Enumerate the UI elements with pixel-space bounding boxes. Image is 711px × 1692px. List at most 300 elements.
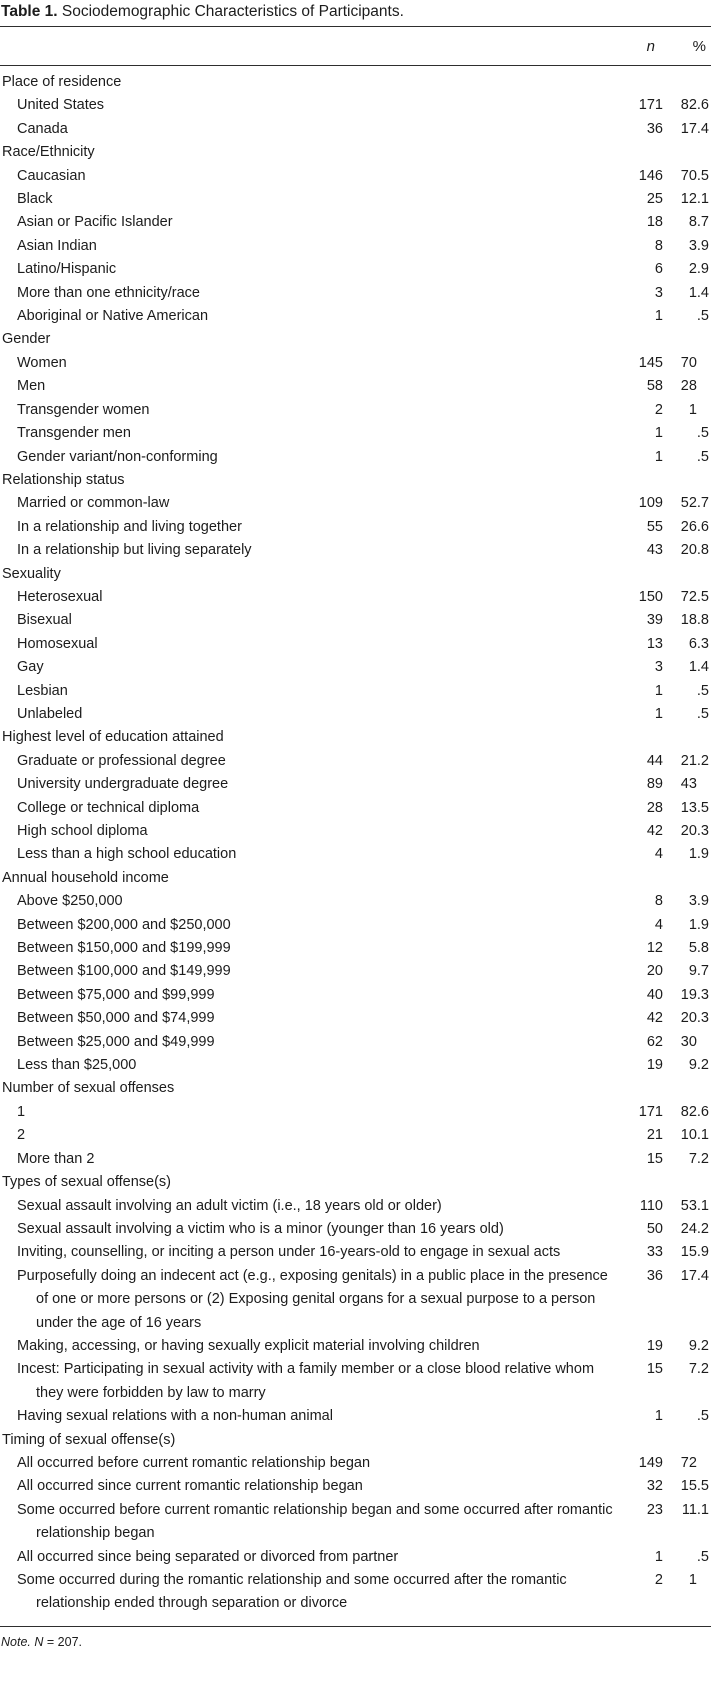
percent-number: 26.6 (680, 518, 709, 535)
section-header: Relationship status (2, 471, 125, 488)
n-value: 1 (654, 682, 663, 699)
table-row (0, 1265, 711, 1335)
n-value: 15 (646, 1361, 663, 1378)
n-value: 1 (654, 1548, 663, 1565)
table-row (0, 797, 711, 820)
row-label: More than 2 (17, 1150, 95, 1167)
row-label: Less than a high school education (17, 846, 237, 863)
table-row (0, 890, 711, 913)
percent-number: .5 (696, 448, 709, 465)
percent-number: 1 (688, 401, 697, 418)
row-label: Asian or Pacific Islander (17, 214, 173, 231)
percent-number: 2.9 (688, 261, 709, 278)
percent-number: 15.5 (680, 1478, 709, 1495)
section-header-row (0, 867, 711, 890)
percent-value (663, 539, 711, 562)
note-n-symbol: N (34, 1634, 44, 1649)
percent-value (663, 960, 711, 983)
percent-number: 15.9 (680, 1244, 709, 1261)
row-label: More than one ethnicity/race (17, 284, 200, 301)
n-value: 4 (654, 916, 663, 933)
percent-value (663, 843, 711, 866)
percent-value-empty (663, 66, 711, 95)
percent-value (663, 375, 711, 398)
percent-number: 13.5 (680, 799, 709, 816)
section-header: Gender (2, 331, 51, 348)
row-label: Transgender women (17, 401, 150, 418)
table-row (0, 375, 711, 398)
n-value: 1 (654, 1408, 663, 1425)
row-label: College or technical diploma (17, 799, 200, 816)
percent-value (663, 492, 711, 515)
n-value: 39 (646, 612, 663, 629)
table-row (0, 1499, 711, 1546)
percent-number: 17.4 (680, 120, 709, 137)
percent-value-empty (663, 1429, 711, 1452)
percent-value-empty (663, 141, 711, 164)
n-value: 55 (646, 518, 663, 535)
table-row (0, 305, 711, 328)
sociodemographic-table (0, 26, 711, 1627)
table-body (0, 66, 711, 1627)
n-value-empty (613, 141, 663, 164)
percent-number: .5 (696, 1548, 709, 1565)
row-label: Transgender men (17, 425, 131, 442)
row-label: Between $150,000 and $199,999 (17, 940, 231, 957)
percent-value (663, 1241, 711, 1264)
percent-value (663, 211, 711, 234)
row-label: Making, accessing, or having sexually explicit material involving children (17, 1337, 480, 1354)
n-value: 171 (638, 1103, 663, 1120)
n-value: 4 (654, 846, 663, 863)
row-label: Men (17, 378, 46, 395)
table-row (0, 1218, 711, 1241)
row-label: Between $50,000 and $74,999 (17, 1010, 215, 1027)
n-value: 19 (646, 1337, 663, 1354)
percent-value (663, 1265, 711, 1335)
n-value: 1 (654, 308, 663, 325)
table-row (0, 118, 711, 141)
row-label: Some occurred during the romantic relationship and some occurred after the romantic relationship ended through separation or divorce (17, 1572, 567, 1612)
row-label: Gender variant/non-conforming (17, 448, 218, 465)
n-value-empty (613, 328, 663, 351)
row-label: Heterosexual (17, 588, 103, 605)
n-value: 8 (654, 237, 663, 254)
section-header: Place of residence (2, 74, 122, 90)
row-label: Purposefully doing an indecent act (e.g., exposing genitals) in a public place in the presence of one or more persons or (2) Exposing genital organs for a sexual purpose to a person under the age of 16 years (17, 1267, 608, 1331)
table-row (0, 1546, 711, 1569)
n-value: 21 (646, 1127, 663, 1144)
row-label: Sexual assault involving a victim who is a minor (younger than 16 years old) (17, 1220, 504, 1237)
percent-number: .5 (696, 682, 709, 699)
n-value: 42 (646, 823, 663, 839)
table-row (0, 1124, 711, 1147)
n-value: 50 (646, 1220, 663, 1237)
n-value: 146 (638, 167, 663, 184)
percent-value (663, 1148, 711, 1171)
n-value: 1 (654, 448, 663, 465)
table-row (0, 1195, 711, 1218)
n-value: 32 (646, 1478, 663, 1495)
table-header (0, 27, 711, 66)
percent-value (663, 1452, 711, 1475)
percent-number: 6.3 (688, 635, 709, 652)
table-row (0, 984, 711, 1007)
row-label: Caucasian (17, 167, 86, 184)
table-row (0, 937, 711, 960)
percent-number: 1.9 (688, 916, 709, 933)
percent-value (663, 633, 711, 656)
percent-value (663, 937, 711, 960)
table-row (0, 211, 711, 234)
section-header: Types of sexual offense(s) (2, 1174, 171, 1191)
percent-value (663, 1218, 711, 1241)
row-label: Homosexual (17, 635, 98, 652)
row-label: In a relationship and living together (17, 518, 242, 535)
section-header-row (0, 1077, 711, 1100)
percent-number: 3.9 (688, 237, 709, 254)
percent-number: 1.4 (688, 284, 709, 301)
table-row (0, 843, 711, 866)
percent-value (663, 1335, 711, 1358)
percent-number: 9.2 (688, 1337, 709, 1354)
percent-value (663, 1499, 711, 1546)
percent-value (663, 399, 711, 422)
section-header-row (0, 141, 711, 164)
n-value: 18 (646, 214, 663, 231)
row-label: Less than $25,000 (17, 1057, 137, 1074)
row-label: Graduate or professional degree (17, 752, 226, 769)
percent-value (663, 797, 711, 820)
table-row (0, 680, 711, 703)
percent-number: 82.6 (680, 1103, 709, 1120)
table-row (0, 1054, 711, 1077)
percent-value (663, 656, 711, 679)
table-row (0, 960, 711, 983)
n-value: 42 (646, 1010, 663, 1027)
n-value-empty (613, 726, 663, 749)
row-label: Incest: Participating in sexual activity with a family member or a close blood relative whom they were forbidden by law to marry (17, 1361, 595, 1401)
n-value: 33 (646, 1244, 663, 1261)
row-label: Latino/Hispanic (17, 261, 117, 278)
percent-value (663, 516, 711, 539)
percent-value-empty (663, 726, 711, 749)
row-label: Sexual assault involving an adult victim (i.e., 18 years old or older) (17, 1197, 442, 1214)
row-label: United States (17, 97, 105, 114)
n-value: 58 (646, 378, 663, 395)
section-header: Number of sexual offenses (2, 1080, 175, 1097)
table-row (0, 188, 711, 211)
percent-number: 10.1 (680, 1127, 709, 1144)
n-value: 8 (654, 893, 663, 910)
table-row (0, 516, 711, 539)
section-header-row (0, 726, 711, 749)
n-value: 28 (646, 799, 663, 816)
table-row (0, 1405, 711, 1428)
section-header: Timing of sexual offense(s) (2, 1431, 176, 1448)
percent-number: 43 (680, 776, 697, 793)
percent-value-empty (663, 1171, 711, 1194)
section-header-row (0, 469, 711, 492)
table-row (0, 235, 711, 258)
n-value: 3 (654, 659, 663, 676)
table-row (0, 352, 711, 375)
percent-number: 9.7 (688, 963, 709, 980)
row-label: 2 (17, 1127, 26, 1144)
percent-number: 9.2 (688, 1057, 709, 1074)
n-value: 12 (646, 940, 663, 957)
row-label: All occurred since being separated or divorced from partner (17, 1548, 399, 1565)
percent-number: .5 (696, 425, 709, 442)
percent-value-empty (663, 469, 711, 492)
n-value: 43 (646, 542, 663, 559)
table-row (0, 1101, 711, 1124)
percent-number: 1 (688, 1572, 697, 1588)
percent-value (663, 586, 711, 609)
percent-number: 20.3 (680, 1010, 709, 1027)
n-value-empty (613, 1429, 663, 1452)
percent-value (663, 820, 711, 843)
table-row (0, 609, 711, 632)
n-value: 3 (654, 284, 663, 301)
row-label: Between $75,000 and $99,999 (17, 986, 215, 1003)
row-label: All occurred since current romantic relationship began (17, 1478, 363, 1495)
table-row (0, 703, 711, 726)
percent-value-empty (663, 563, 711, 586)
percent-value (663, 773, 711, 796)
percent-value (663, 235, 711, 258)
percent-value (663, 703, 711, 726)
n-value-empty (613, 66, 663, 95)
table-row (0, 586, 711, 609)
table-row (0, 399, 711, 422)
table-row (0, 750, 711, 773)
column-header-n: n (613, 27, 663, 66)
percent-value (663, 1405, 711, 1428)
percent-value (663, 282, 711, 305)
percent-number: 70.5 (680, 167, 709, 184)
table-row (0, 165, 711, 188)
row-label: Inviting, counselling, or inciting a person under 16-years-old to engage in sexual acts (17, 1244, 561, 1261)
row-label: Bisexual (17, 612, 72, 629)
percent-value-empty (663, 1077, 711, 1100)
row-label: Asian Indian (17, 237, 97, 254)
table-row (0, 446, 711, 469)
n-value: 62 (646, 1033, 663, 1050)
percent-value (663, 1124, 711, 1147)
percent-value (663, 188, 711, 211)
section-header: Annual household income (2, 869, 169, 886)
n-value-empty (613, 563, 663, 586)
percent-number: 17.4 (680, 1267, 709, 1284)
table-caption: Sociodemographic Characteristics of Participants. (61, 3, 404, 20)
row-label: Between $25,000 and $49,999 (17, 1033, 215, 1050)
n-value: 36 (646, 1267, 663, 1284)
percent-number: 1.4 (688, 659, 709, 676)
percent-value (663, 446, 711, 469)
percent-value (663, 305, 711, 328)
n-value: 89 (646, 776, 663, 793)
table-row (0, 1148, 711, 1171)
n-value: 15 (646, 1150, 663, 1167)
section-header-row (0, 328, 711, 351)
n-value: 1 (654, 705, 663, 722)
table-row (0, 282, 711, 305)
table-row (0, 656, 711, 679)
percent-number: 82.6 (680, 97, 709, 114)
n-value: 110 (639, 1197, 663, 1214)
header-row (0, 27, 711, 66)
header-label-column (0, 27, 613, 66)
n-value-empty (613, 469, 663, 492)
table-row (0, 1358, 711, 1405)
row-label: Unlabeled (17, 705, 83, 722)
table-row (0, 1031, 711, 1054)
n-value: 44 (646, 752, 663, 769)
n-value: 6 (654, 261, 663, 278)
percent-value (663, 680, 711, 703)
percent-number: 21.2 (680, 752, 709, 769)
table-row (0, 1452, 711, 1475)
n-value: 149 (638, 1454, 663, 1471)
n-value: 36 (646, 120, 663, 137)
n-value: 40 (646, 986, 663, 1003)
n-value: 1 (654, 425, 663, 442)
row-label: All occurred before current romantic relationship began (17, 1454, 371, 1471)
table-row (0, 1569, 711, 1626)
n-value: 2 (654, 1572, 663, 1588)
percent-number: 70 (680, 354, 697, 371)
n-value: 150 (638, 588, 663, 605)
percent-number: 20.3 (680, 823, 709, 839)
row-label: Black (17, 191, 53, 208)
n-value: 171 (638, 97, 663, 114)
percent-number: 24.2 (680, 1220, 709, 1237)
percent-value (663, 1101, 711, 1124)
row-label: Married or common-law (17, 495, 170, 512)
percent-value (663, 1569, 711, 1626)
row-label: 1 (17, 1103, 26, 1120)
n-value: 19 (646, 1057, 663, 1074)
note-prefix: Note. (1, 1634, 31, 1649)
table-row (0, 422, 711, 445)
percent-number: 72.5 (680, 588, 709, 605)
table-row (0, 1475, 711, 1498)
percent-number: 1.9 (688, 846, 709, 863)
table-row (0, 1335, 711, 1358)
percent-value (663, 352, 711, 375)
n-value: 13 (646, 635, 663, 652)
table-note (0, 1627, 711, 1651)
n-value: 25 (646, 191, 663, 208)
percent-number: .5 (696, 705, 709, 722)
table-row (0, 773, 711, 796)
percent-number: 19.3 (680, 986, 709, 1003)
percent-value (663, 94, 711, 117)
percent-number: 11.1 (681, 1501, 709, 1518)
percent-number: 53.1 (680, 1197, 709, 1214)
percent-value (663, 258, 711, 281)
section-header: Highest level of education attained (2, 729, 224, 746)
percent-number: 52.7 (680, 495, 709, 512)
row-label: Women (17, 354, 67, 371)
table-row (0, 633, 711, 656)
section-header-row (0, 563, 711, 586)
percent-value (663, 1054, 711, 1077)
percent-number: 72 (680, 1454, 697, 1471)
percent-value-empty (663, 328, 711, 351)
percent-value (663, 165, 711, 188)
percent-number: 20.8 (680, 542, 709, 559)
percent-value (663, 609, 711, 632)
table-number-label: Table 1. (1, 3, 58, 20)
note-value: = 207. (46, 1634, 82, 1649)
n-value-empty (613, 867, 663, 890)
row-label: High school diploma (17, 823, 148, 839)
percent-number: 12.1 (680, 191, 709, 208)
row-label: In a relationship but living separately (17, 542, 252, 559)
percent-number: 18.8 (680, 612, 709, 629)
table-title (0, 2, 711, 26)
percent-value (663, 1546, 711, 1569)
percent-value (663, 1195, 711, 1218)
n-value: 145 (638, 354, 663, 371)
n-value: 23 (646, 1501, 663, 1518)
table-row (0, 539, 711, 562)
percent-value (663, 118, 711, 141)
row-label: Gay (17, 659, 44, 676)
column-header-percent: % (663, 27, 711, 66)
table-row (0, 1007, 711, 1030)
table-row (0, 1241, 711, 1264)
row-label: Between $200,000 and $250,000 (17, 916, 231, 933)
table-row (0, 914, 711, 937)
row-label: Some occurred before current romantic relationship began and some occurred after romantic relationship began (17, 1501, 613, 1542)
percent-number: 5.8 (688, 940, 709, 957)
row-label: Aboriginal or Native American (17, 308, 209, 325)
section-header-row (0, 1429, 711, 1452)
percent-number: 7.2 (688, 1361, 709, 1378)
row-label: University undergraduate degree (17, 776, 229, 793)
n-value: 109 (638, 495, 663, 512)
percent-value (663, 1031, 711, 1054)
table-row (0, 258, 711, 281)
n-value: 2 (654, 401, 663, 418)
percent-number: 30 (680, 1033, 697, 1050)
percent-value (663, 890, 711, 913)
percent-number: .5 (696, 308, 709, 325)
percent-value (663, 1475, 711, 1498)
percent-number: 28 (680, 378, 697, 395)
percent-number: 7.2 (688, 1150, 709, 1167)
section-header-row (0, 66, 711, 95)
section-header: Sexuality (2, 565, 61, 582)
n-value-empty (613, 1077, 663, 1100)
row-label: Between $100,000 and $149,999 (17, 963, 231, 980)
table-row (0, 820, 711, 843)
percent-value-empty (663, 867, 711, 890)
row-label: Lesbian (17, 682, 68, 699)
table-row (0, 94, 711, 117)
row-label: Above $250,000 (17, 893, 123, 910)
row-label: Canada (17, 120, 68, 137)
percent-value (663, 1358, 711, 1405)
percent-value (663, 750, 711, 773)
percent-number: .5 (696, 1408, 709, 1425)
section-header-row (0, 1171, 711, 1194)
percent-number: 3.9 (688, 893, 709, 910)
percent-value (663, 984, 711, 1007)
